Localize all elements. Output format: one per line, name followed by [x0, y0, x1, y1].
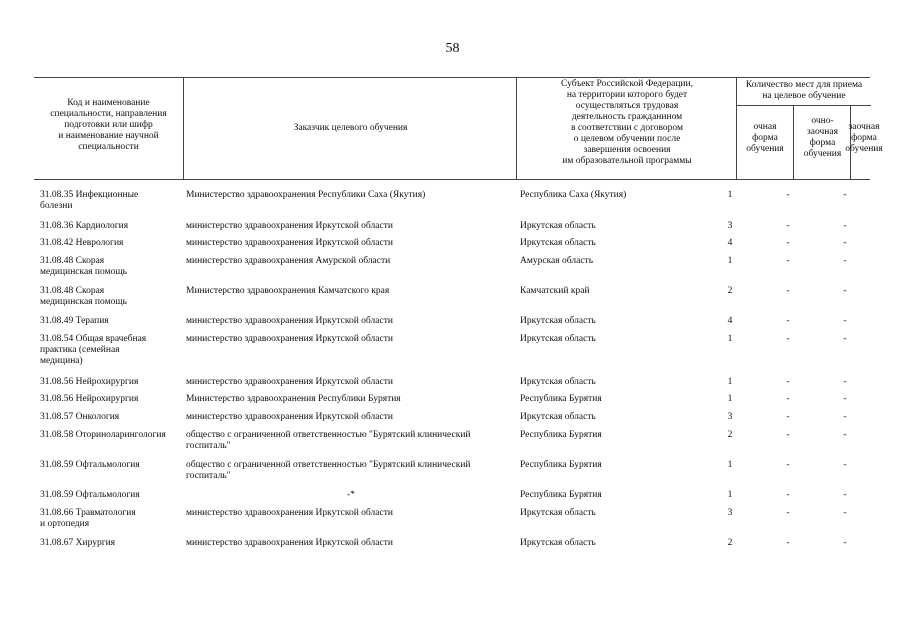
row-code: 31.08.35 Инфекционные болезни	[40, 190, 139, 211]
row-code: 31.08.56 Нейрохирургия	[40, 394, 139, 404]
row-mixed-count: -	[786, 394, 790, 404]
row-region: Республика Бурятия	[520, 490, 602, 500]
header-places-label: Количество мест для приема на целевое обучение	[745, 80, 863, 101]
row-code: 31.08.58 Оториноларингология	[40, 430, 166, 440]
row-code: 31.08.42 Неврология	[40, 238, 124, 248]
row-fulltime-count: 1	[727, 190, 733, 200]
row-fulltime-count: 3	[727, 221, 733, 231]
row-region: Республика Бурятия	[520, 394, 602, 404]
row-code: 31.08.67 Хирургия	[40, 538, 116, 548]
row-fulltime-count: 2	[727, 286, 733, 296]
row-customer: министерство здравоохранения Иркутской области	[186, 334, 393, 344]
row-code: 31.08.48 Скорая медицинская помощь	[40, 256, 127, 277]
row-distance-count: -	[843, 334, 847, 344]
header-fulltime-label: очная форма обучения	[746, 122, 784, 154]
row-distance-count: -	[843, 490, 847, 500]
row-distance-count: -	[843, 190, 847, 200]
row-customer: Министерство здравоохранения Республики Саха (Якутия)	[186, 190, 426, 200]
header-customer-column	[183, 78, 517, 179]
row-customer: министерство здравоохранения Амурской области	[186, 256, 391, 266]
header-places-column	[736, 78, 883, 179]
row-mixed-count: -	[786, 412, 790, 422]
row-code: 31.08.48 Скорая медицинская помощь	[40, 286, 127, 307]
row-distance-count: -	[843, 412, 847, 422]
row-code: 31.08.59 Офтальмология	[40, 490, 140, 500]
header-distance-column	[845, 105, 883, 179]
row-distance-count: -	[843, 538, 847, 548]
row-mixed-count: -	[786, 190, 790, 200]
row-distance-count: -	[843, 316, 847, 326]
row-region: Иркутская область	[520, 334, 596, 344]
row-region: Республика Бурятия	[520, 430, 602, 440]
row-distance-count: -	[843, 221, 847, 231]
row-mixed-count: -	[786, 316, 790, 326]
header-fulltime-column	[737, 105, 793, 179]
row-fulltime-count: 4	[727, 316, 733, 326]
row-code: 31.08.57 Онкология	[40, 412, 120, 422]
row-region: Амурская область	[520, 256, 594, 266]
row-mixed-count: -	[786, 256, 790, 266]
row-customer: министерство здравоохранения Иркутской области	[186, 221, 393, 231]
row-region: Иркутская область	[520, 508, 596, 518]
row-region: Иркутская область	[520, 377, 596, 387]
row-fulltime-count: 1	[727, 256, 733, 266]
row-distance-count: -	[843, 377, 847, 387]
row-mixed-count: -	[786, 221, 790, 231]
row-fulltime-count: 1	[727, 490, 733, 500]
table-header	[34, 77, 883, 180]
row-mixed-count: -	[786, 460, 790, 470]
row-code: 31.08.59 Офтальмология	[40, 460, 140, 470]
header-region-column	[516, 78, 737, 179]
row-mixed-count: -	[786, 377, 790, 387]
row-distance-count: -	[843, 508, 847, 518]
row-distance-count: -	[843, 460, 847, 470]
row-fulltime-count: 3	[727, 508, 733, 518]
row-fulltime-count: 1	[727, 394, 733, 404]
row-distance-count: -	[843, 394, 847, 404]
row-fulltime-count: 3	[727, 412, 733, 422]
row-customer: министерство здравоохранения Иркутской области	[186, 316, 393, 326]
row-region: Иркутская область	[520, 238, 596, 248]
header-distance-label: заочная форма обучения	[845, 122, 883, 154]
row-customer: общество с ограниченной ответственностью "Бурятский клинический госпиталь"	[186, 430, 471, 451]
row-customer: общество с ограниченной ответственностью "Бурятский клинический госпиталь"	[186, 460, 471, 481]
row-distance-count: -	[843, 256, 847, 266]
row-region: Иркутская область	[520, 221, 596, 231]
row-distance-count: -	[843, 430, 847, 440]
row-region: Иркутская область	[520, 412, 596, 422]
row-region: Иркутская область	[520, 316, 596, 326]
row-customer: министерство здравоохранения Иркутской области	[186, 377, 393, 387]
row-fulltime-count: 1	[727, 334, 733, 344]
row-customer: министерство здравоохранения Иркутской области	[186, 538, 393, 548]
row-region: Иркутская область	[520, 538, 596, 548]
row-customer: Министерство здравоохранения Республики Бурятия	[186, 394, 401, 404]
row-code: 31.08.66 Травматология и ортопедия	[40, 508, 136, 529]
row-mixed-count: -	[786, 286, 790, 296]
row-region: Камчатский край	[520, 286, 590, 296]
row-code: 31.08.36 Кардиология	[40, 221, 129, 231]
row-fulltime-count: 2	[727, 538, 733, 548]
row-code: 31.08.56 Нейрохирургия	[40, 377, 139, 387]
header-code-label: Код и наименование специальности, направления подготовки или шифр и наименование научной специальности	[50, 98, 167, 152]
header-customer-label: Заказчик целевого обучения	[293, 123, 408, 133]
row-mixed-count: -	[786, 538, 790, 548]
header-code-column	[34, 78, 183, 179]
page-number: 58	[445, 41, 460, 56]
row-mixed-count: -	[786, 430, 790, 440]
row-distance-count: -	[843, 286, 847, 296]
row-mixed-count: -	[786, 334, 790, 344]
row-code: 31.08.49 Терапия	[40, 316, 109, 326]
row-fulltime-count: 4	[727, 238, 733, 248]
row-customer: Министерство здравоохранения Камчатского края	[186, 286, 390, 296]
header-mixed-column	[793, 105, 851, 179]
row-customer: -*	[347, 490, 355, 500]
row-code: 31.08.54 Общая врачебная практика (семейная медицина)	[40, 334, 147, 366]
header-mixed-label: очно- заочная форма обучения	[803, 116, 842, 159]
row-mixed-count: -	[786, 508, 790, 518]
row-fulltime-count: 1	[727, 377, 733, 387]
row-mixed-count: -	[786, 490, 790, 500]
row-customer: министерство здравоохранения Иркутской области	[186, 412, 393, 422]
row-region: Республика Саха (Якутия)	[520, 190, 627, 200]
row-customer: министерство здравоохранения Иркутской области	[186, 238, 393, 248]
row-mixed-count: -	[786, 238, 790, 248]
row-fulltime-count: 2	[727, 430, 733, 440]
row-region: Республика Бурятия	[520, 460, 602, 470]
row-customer: министерство здравоохранения Иркутской области	[186, 508, 393, 518]
row-fulltime-count: 1	[727, 460, 733, 470]
row-distance-count: -	[843, 238, 847, 248]
header-region-label: Субъект Российской Федерации, на территории которого будет осуществляться трудовая деятельность гражданином в соответствии с договором о целевом обучении после завершения освоения им образовательной программы	[561, 79, 693, 166]
